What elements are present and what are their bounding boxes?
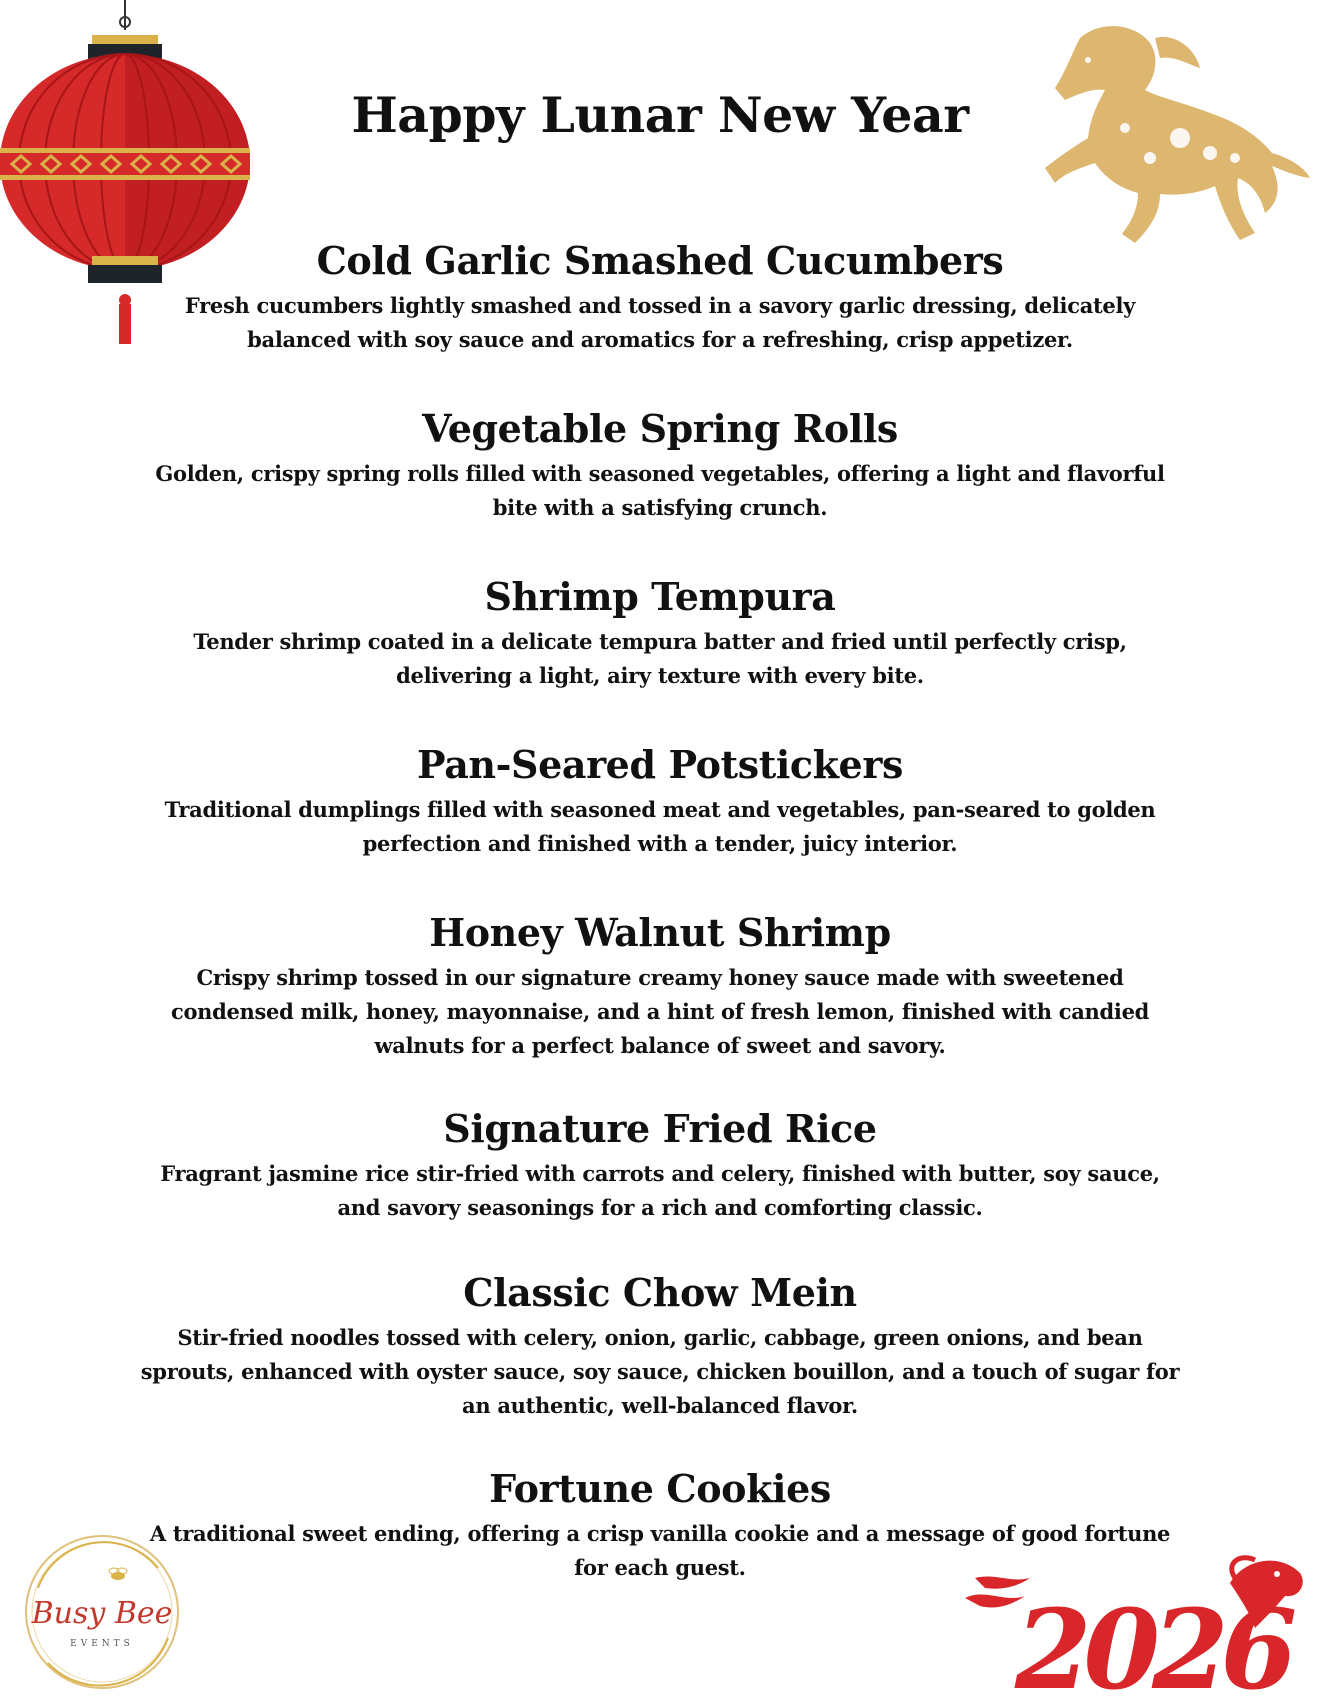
menu-item-description: Traditional dumplings filled with seasoned meat and vegetables, pan-seared to golden perfection and finished with a tender, juicy interior. bbox=[164, 797, 1156, 856]
menu-item-description: Golden, crispy spring rolls filled with seasoned vegetables, offering a light and flavorful bite with a satisfying crunch. bbox=[155, 461, 1165, 520]
menu-list bbox=[140, 235, 1180, 1585]
menu-item-name: Honey Walnut Shrimp bbox=[429, 910, 891, 955]
menu-item bbox=[140, 1267, 1180, 1423]
logo-brand-text: Busy Bee bbox=[31, 1596, 173, 1631]
menu-item-description: A traditional sweet ending, offering a crisp vanilla cookie and a message of good fortune for each guest. bbox=[149, 1521, 1171, 1580]
menu-item-name: Shrimp Tempura bbox=[484, 574, 836, 619]
menu-item-description: Fragrant jasmine rice stir-fried with carrots and celery, finished with butter, soy sauce, and savory seasonings for a rich and comforting classic. bbox=[160, 1161, 1160, 1220]
page-title: Happy Lunar New Year bbox=[351, 86, 969, 144]
year-text: 2026 bbox=[1015, 1585, 1290, 1698]
logo-sub-text: EVENTS bbox=[70, 1639, 134, 1649]
busy-bee-logo bbox=[18, 1528, 186, 1696]
menu-item bbox=[140, 739, 1180, 861]
menu-item bbox=[140, 403, 1180, 525]
year-2026-art bbox=[955, 1548, 1310, 1698]
menu-item-description: Fresh cucumbers lightly smashed and tossed in a savory garlic dressing, delicately balanced with soy sauce and aromatics for a refreshing, crisp appetizer. bbox=[184, 293, 1136, 352]
menu-item bbox=[140, 235, 1180, 357]
menu-item-name: Cold Garlic Smashed Cucumbers bbox=[316, 238, 1004, 283]
menu-item-name: Vegetable Spring Rolls bbox=[422, 406, 898, 451]
menu-item-name: Classic Chow Mein bbox=[463, 1270, 857, 1315]
menu-item-description: Crispy shrimp tossed in our signature creamy honey sauce made with sweetened condensed milk, honey, mayonnaise, and a hint of fresh lemon, finished with candied walnuts for a perfect balance of sweet and savory. bbox=[170, 965, 1150, 1058]
menu-item-name: Fortune Cookies bbox=[489, 1466, 831, 1511]
menu-item bbox=[140, 571, 1180, 693]
menu-item-name: Pan-Seared Potstickers bbox=[417, 742, 903, 787]
menu-item-name: Signature Fried Rice bbox=[443, 1106, 877, 1151]
menu-item bbox=[140, 1103, 1180, 1225]
menu-item bbox=[140, 907, 1180, 1063]
menu-item-description: Tender shrimp coated in a delicate tempura batter and fried until perfectly crisp, delivering a light, airy texture with every bite. bbox=[193, 629, 1127, 688]
menu-item-description: Stir-fried noodles tossed with celery, onion, garlic, cabbage, green onions, and bean sprouts, enhanced with oyster sauce, soy sauce, chicken bouillon, and a touch of sugar for an authentic, well-balanced flavor. bbox=[140, 1325, 1180, 1418]
